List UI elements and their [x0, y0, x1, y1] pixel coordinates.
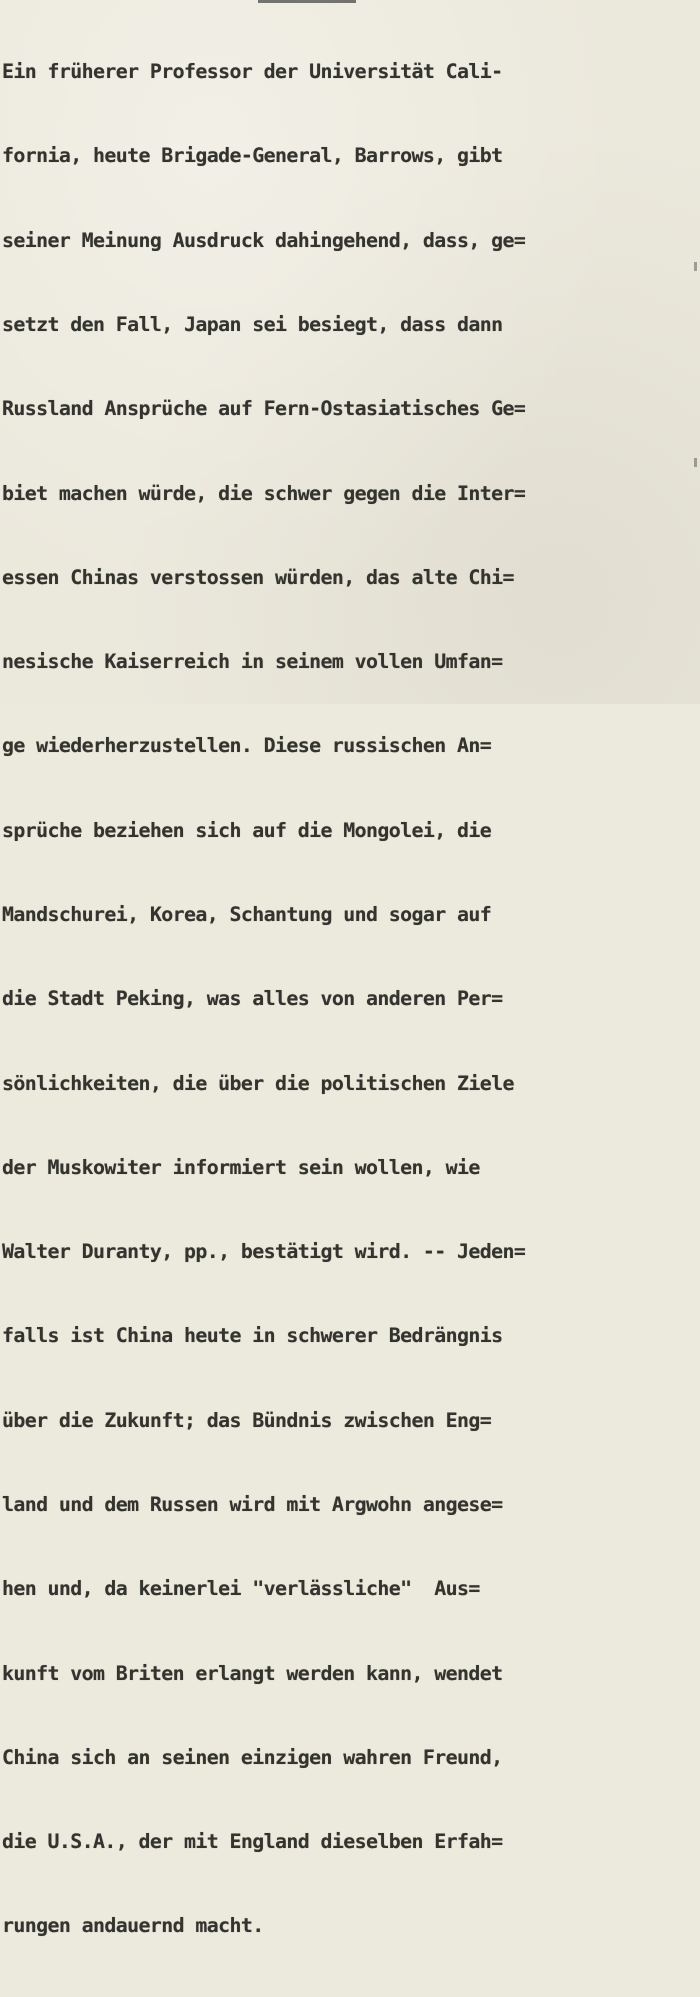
text-line: sönlichkeiten, die über die politischen Ziele: [2, 1071, 514, 1095]
text-line: Ein früherer Professor der Universität Cali-: [2, 60, 503, 84]
typewritten-text: [2, 2, 698, 1997]
text-line: China sich an seinen einzigen wahren Freund,: [2, 1745, 503, 1769]
text-line: die U.S.A., der mit England dieselben Erfah=: [2, 1830, 503, 1854]
text-line: Mandschurei, Korea, Schantung und sogar auf: [2, 903, 492, 926]
text-line: rungen andauernd macht.: [2, 1914, 264, 1938]
text-line: sprüche beziehen sich auf die Mongolei, die: [2, 818, 492, 842]
text-line: biet machen würde, die schwer gegen die Inter=: [2, 481, 526, 505]
text-line: setzt den Fall, Japan sei besiegt, dass dann: [2, 313, 503, 337]
text-line: über die Zukunft; das Bündnis zwischen Eng=: [2, 1408, 492, 1432]
text-line: fornia, heute Brigade-General, Barrows, gibt: [2, 144, 503, 168]
text-line: Russland Ansprüche auf Fern-Ostasiatisches Ge=: [2, 397, 526, 421]
text-line: die Stadt Peking, was alles von anderen Per=: [2, 987, 503, 1011]
text-line: land und dem Russen wird mit Argwohn angese=: [2, 1492, 503, 1516]
text-line: nesische Kaiserreich in seinem vollen Umfan=: [2, 650, 503, 674]
text-line: hen und, da keinerlei "verlässliche" Aus=: [2, 1577, 480, 1601]
text-line: Walter Duranty, pp., bestätigt wird. -- Jeden=: [2, 1240, 526, 1264]
text-line: ge wiederherzustellen. Diese russischen An=: [2, 734, 492, 758]
text-line: der Muskowiter informiert sein wollen, wie: [2, 1155, 480, 1179]
text-line: falls ist China heute in schwerer Bedrängnis: [2, 1324, 503, 1348]
text-line: seiner Meinung Ausdruck dahingehend, dass, ge=: [2, 228, 526, 252]
text-line: essen Chinas verstossen würden, das alte Chi=: [2, 565, 514, 589]
text-line: kunft vom Briten erlangt werden kann, wendet: [2, 1661, 503, 1685]
